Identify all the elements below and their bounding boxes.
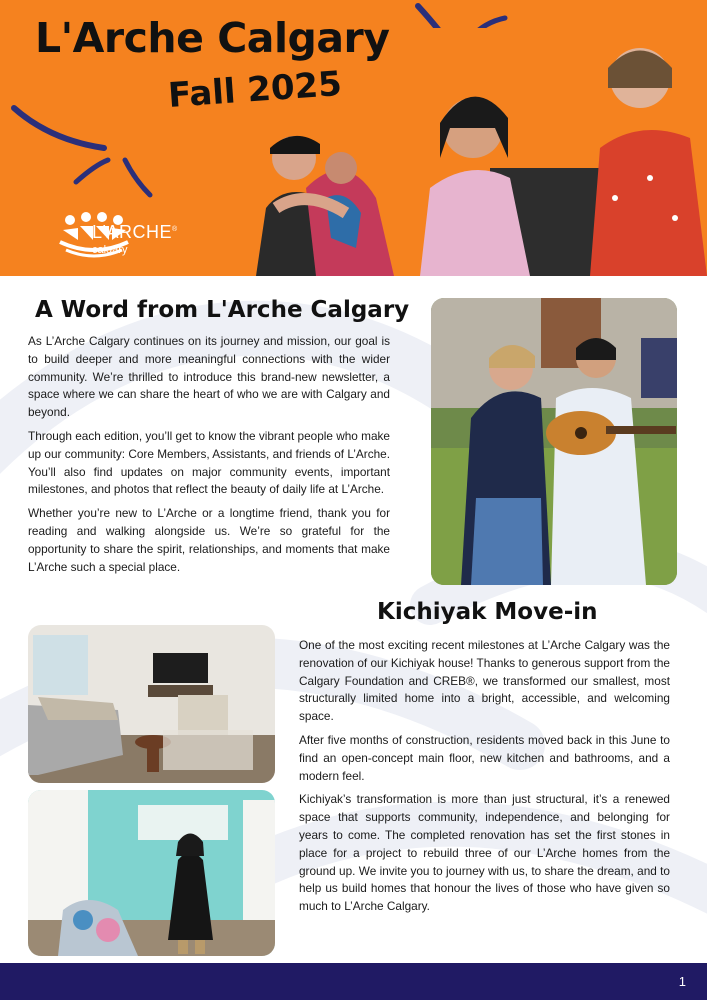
hug-photo <box>236 118 394 276</box>
page-number: 1 <box>678 974 686 989</box>
newsletter-title: L'Arche Calgary <box>35 14 390 62</box>
paragraph: As L’Arche Calgary continues on its journey and mission, our goal is to build deeper and more meaningful connections with the wider community. We’re thrilled to introduce this brand-new newsletter, a space where we can share the heart of who we are with Calgary and beyond. <box>28 334 390 420</box>
bedroom-photo <box>28 790 275 956</box>
header-banner <box>0 0 707 276</box>
footer-bar <box>0 963 707 1000</box>
paragraph: One of the most exciting recent milestones at L’Arche Calgary was the renovation of our Kichiyak house! Thanks to generous support from the Calgary Foundation and CREB®, we transformed our smallest, most structurally limited home into a bright, accessible, and welcoming space. <box>299 638 670 724</box>
two-women-photo <box>410 28 707 276</box>
section-heading-kichiyak: Kichiyak Move-in <box>377 599 598 625</box>
paragraph: Whether you’re new to L’Arche or a longtime friend, thank you for reading and walking alongside us. We’re so grateful for the opportunity to share the spirit, relationships, and moments that make L’Arche such a special place. <box>28 506 390 574</box>
guitar-photo <box>431 298 677 585</box>
logo-location: calgary <box>92 244 128 256</box>
section-kichiyak-body <box>299 637 670 922</box>
section-word-body <box>28 333 390 582</box>
logo-wordmark: L'ARCHE® <box>92 222 178 242</box>
paragraph: Kichiyak’s transformation is more than just structural, it’s a renewed space that supports community, independence, and belonging for years to come. The completed renovation has set the first stones in place for a project to rebuild three of our L’Arche homes from the ground up. We invite you to journey with us, to share the dream, and to help us build homes that honour the lives of those who have given so much to L’Arche Calgary. <box>299 792 670 914</box>
newsletter-edition: Fall 2025 <box>166 63 344 117</box>
living-room-photo <box>28 625 275 783</box>
paragraph: After five months of construction, residents moved back in this June to find an open-concept main floor, new kitchen and bathrooms, and a modern feel. <box>299 732 670 783</box>
paragraph: Through each edition, you’ll get to know the vibrant people who make up our community: Core Members, Assistants, and friends of L’Arche. You’ll also find updates on major community events, important milestones, and photos that reflect the beauty of daily life at L’Arche. <box>28 428 390 497</box>
section-heading-word: A Word from L'Arche Calgary <box>35 297 410 323</box>
